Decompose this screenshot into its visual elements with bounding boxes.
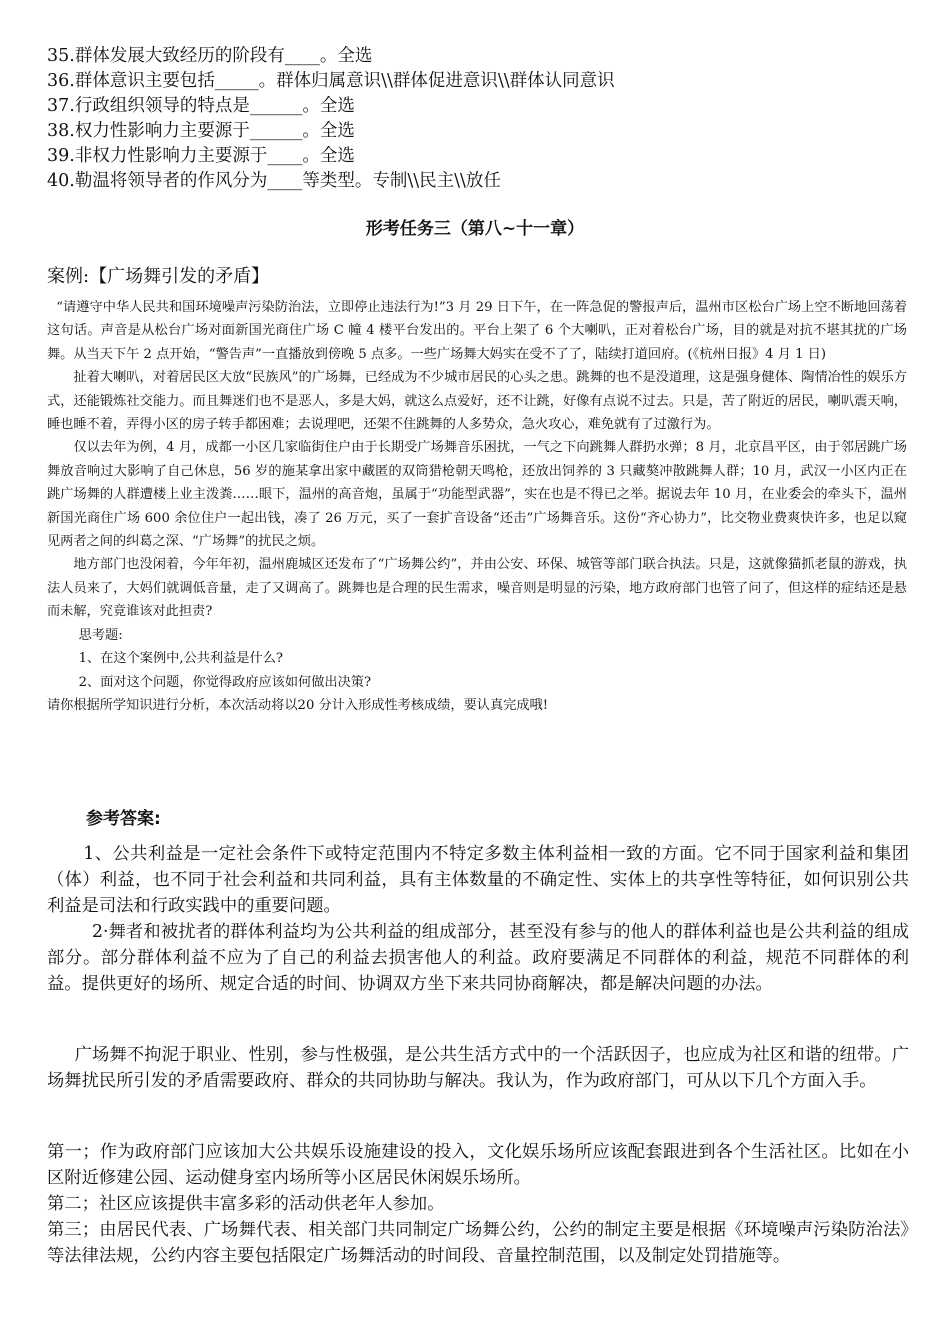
answer-block-1 xyxy=(47,841,909,997)
answer-paragraph: 第二；社区应该提供丰富多彩的活动供老年人参加。 xyxy=(47,1194,445,1214)
answer-heading: 参考答案: xyxy=(86,809,161,829)
question-item: 35.群体发展大致经历的阶段有____。全选 xyxy=(47,46,373,66)
case-paragraph: 扯着大喇叭，对着居民区大放“民族风”的广场舞，已经成为不少城市居民的心头之患。跳舞的也不是没道理，这是强身健体、陶情冶性的娱乐方式，还能锻炼社交能力。而且舞迷们也不是恶人，多是大妈，就这么点爱好，还不让跳，好像有点说不过去。只是，苦了附近的居民，喇叭震天响，睡也睡不着，弄得小区的房子转手都困难；去说理吧，还架不住跳舞的人多势众，急火攻心，难免就有了过激行为。 xyxy=(47,370,907,433)
answer-paragraph: 广场舞不拘泥于职业、性别，参与性极强，是公共生活方式中的一个活跃因子，也应成为社区和谐的纽带。广场舞扰民所引发的矛盾需要政府、群众的共同协助与解决。我认为，作为政府部门，可从以下几个方面入手。 xyxy=(47,1045,909,1091)
case-paragraph: 仅以去年为例，4 月，成都一小区几家临街住户由于长期受广场舞音乐困扰，一气之下向跳舞人群扔水弹；8 月，北京昌平区，由于邻居跳广场舞放音响过大影响了自己休息，56 岁的施某拿出家中藏匿的双筒猎枪朝天鸣枪，还放出饲养的 3 只藏獒冲散跳舞人群；10 月，武汉一小区内正在跳广场舞的人群遭楼上业主泼粪……眼下，温州的高音炮，虽属于“功能型武器”，实在也是不得已之举。据说去年 10 月，在业委会的牵头下，温州新国光商住广场 600 余位住户一起出钱，凑了 26 万元，买了一套扩音设备“还击”广场舞音乐。这份“齐心协力”，比交物业费爽快许多，也足以窥见两者之间的纠葛之深、“广场舞”的扰民之烦。 xyxy=(47,440,907,550)
answer-paragraph: 1、公共利益是一定社会条件下或特定范围内不特定多数主体利益相一致的方面。它不同于国家利益和集团（体）利益，也不同于社会利益和共同利益，具有主体数量的不确定性、实体上的共享性等特征，如何识别公共利益是司法和行政实践中的重要问题。 xyxy=(47,844,909,916)
question-item: 39.非权力性影响力主要源于____。全选 xyxy=(47,146,355,166)
question-list xyxy=(47,44,907,194)
case-body xyxy=(47,296,907,717)
think-question: 2、面对这个问题，你觉得政府应该如何做出决策? xyxy=(78,674,372,690)
case-title: 案例:【广场舞引发的矛盾】 xyxy=(47,266,270,287)
answer-block-3 xyxy=(47,1139,909,1269)
case-paragraph: “请遵守中华人民共和国环境噪声污染防治法，立即停止违法行为!”3 月 29 日下午，在一阵急促的警报声后，温州市区松台广场上空不断地回荡着这句话。声音是从松台广场对面新国光商住广场 C 幢 4 楼平台发出的。平台上架了 6 个大喇叭，正对着松台广场，目的就是对抗不堪其扰的广场舞。从当天下午 2 点开始，“警告声”一直播放到傍晚 5 点多。一些广场舞大妈实在受不了了，陆续打道回府。(《杭州日报》4 月 1 日) xyxy=(47,300,907,362)
question-item: 37.行政组织领导的特点是______。全选 xyxy=(47,96,355,116)
section-title: 形考任务三（第八~十一章） xyxy=(365,219,585,239)
question-item: 38.权力性影响力主要源于______。全选 xyxy=(47,121,355,141)
question-item: 40.勒温将领导者的作风分为____等类型。专制\\民主\\放任 xyxy=(47,171,501,191)
answer-paragraph: 第三；由居民代表、广场舞代表、相关部门共同制定广场舞公约，公约的制定主要是根据《环境噪声污染防治法》等法律法规，公约内容主要包括限定广场舞活动的时间段、音量控制范围，以及制定处罚措施等。 xyxy=(47,1220,909,1266)
answer-paragraph: 第一；作为政府部门应该加大公共娱乐设施建设的投入，文化娱乐场所应该配套跟进到各个生活社区。比如在小区附近修建公园、运动健身室内场所等小区居民休闲娱乐场所。 xyxy=(47,1142,909,1188)
answer-block-2 xyxy=(47,1042,909,1094)
assignment-note: 请你根据所学知识进行分析，本次活动将以20 分计入形成性考核成绩，要认真完成哦! xyxy=(47,697,549,713)
think-label: 思考题: xyxy=(78,627,123,643)
think-question: 1、在这个案例中,公共利益是什么? xyxy=(78,651,283,667)
question-item: 36.群体意识主要包括_____。群体归属意识\\群体促进意识\\群体认同意识 xyxy=(47,71,615,91)
case-paragraph: 地方部门也没闲着，今年年初，温州鹿城区还发布了“广场舞公约”，并由公安、环保、城管等部门联合执法。只是，这就像猫抓老鼠的游戏，执法人员来了，大妈们就调低音量，走了又调高了。跳舞也是合理的民生需求，噪音则是明显的污染，地方政府部门也管了问了，但这样的症结还是悬而未解，究竟谁该对此担责? xyxy=(47,557,907,620)
answer-paragraph: 2·舞者和被扰者的群体利益均为公共利益的组成部分，甚至没有参与的他人的群体利益也是公共利益的组成部分。部分群体利益不应为了自己的利益去损害他人的利益。政府要满足不同群体的利益，规范不同群体的利益。提供更好的场所、规定合适的时间、协调双方坐下来共同协商解决，都是解决问题的办法。 xyxy=(47,922,909,994)
